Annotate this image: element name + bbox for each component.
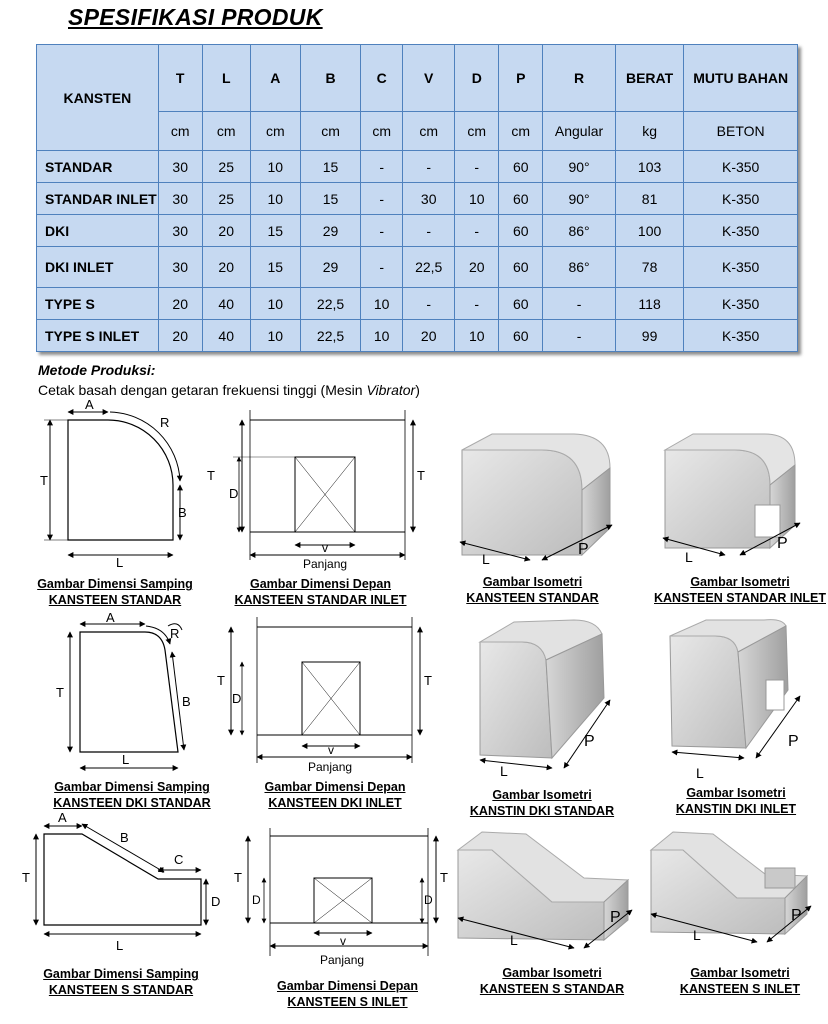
label-T: T	[22, 870, 30, 885]
header-cell: B	[300, 45, 360, 112]
iso-s-standar	[452, 830, 637, 960]
table-cell: 103	[615, 151, 684, 183]
label-L: L	[696, 765, 704, 781]
unit-cell: Angular	[543, 112, 616, 151]
unit-cell: cm	[455, 112, 499, 151]
label-B: B	[178, 505, 187, 520]
header-cell: R	[543, 45, 616, 112]
table-cell: -	[361, 247, 403, 288]
table-cell: K-350	[684, 151, 798, 183]
label-L: L	[122, 752, 130, 767]
header-cell: P	[499, 45, 543, 112]
table-cell: 90°	[543, 151, 616, 183]
table-cell: K-350	[684, 320, 798, 352]
table-cell: 22,5	[300, 320, 360, 352]
caption-line2: KANSTIN DKI STANDAR	[469, 804, 615, 818]
method-text-main: Cetak basah dengan getaran frekuensi tinggi (Mesin	[38, 382, 367, 398]
table-cell: 40	[202, 288, 250, 320]
caption-line2: KANSTEEN DKI STANDAR	[53, 796, 211, 810]
unit-cell: cm	[499, 112, 543, 151]
iso-dki-inlet	[660, 620, 825, 780]
table-cell: 60	[499, 288, 543, 320]
table-cell: K-350	[684, 288, 798, 320]
table-row	[37, 288, 798, 320]
iso-standar	[452, 430, 627, 570]
table-cell: 10	[361, 288, 403, 320]
unit-cell: cm	[361, 112, 403, 151]
label-P: P	[584, 733, 595, 750]
caption-4	[640, 574, 828, 606]
unit-cell: kg	[615, 112, 684, 151]
label-D: D	[252, 893, 261, 907]
table-cell: 30	[158, 215, 202, 247]
caption-line1: Gambar Dimensi Samping	[37, 577, 193, 591]
side-diagram-s	[16, 812, 226, 957]
label-L: L	[510, 932, 518, 948]
header-cell: D	[455, 45, 499, 112]
table-cell: 60	[499, 247, 543, 288]
caption-line1: Gambar Dimensi Samping	[43, 967, 199, 981]
table-cell: 20	[403, 320, 455, 352]
table-cell: 10	[455, 183, 499, 215]
label-A: A	[58, 810, 67, 825]
table-cell: 60	[499, 320, 543, 352]
label-T: T	[217, 673, 225, 688]
caption-1	[20, 576, 210, 608]
caption-2	[218, 576, 423, 608]
label-T-right: T	[417, 468, 425, 483]
label-T: T	[207, 468, 215, 483]
label-R: R	[160, 415, 170, 430]
table-cell: 10	[250, 151, 300, 183]
caption-line1: Gambar Dimensi Depan	[264, 780, 406, 794]
table-cell: 99	[615, 320, 684, 352]
table-cell: -	[361, 215, 403, 247]
row-label: STANDAR INLET	[37, 183, 159, 215]
label-T-right: T	[424, 673, 432, 688]
table-cell: -	[403, 151, 455, 183]
table-cell: 78	[615, 247, 684, 288]
unit-cell: cm	[300, 112, 360, 151]
label-L: L	[685, 549, 693, 565]
label-B: B	[182, 694, 191, 709]
label-B: B	[120, 830, 129, 845]
caption-line2: KANSTEEN STANDAR INLET	[654, 591, 826, 605]
label-panjang: Panjang	[320, 953, 365, 967]
row-label: DKI	[37, 215, 159, 247]
label-P: P	[788, 733, 799, 750]
label-L: L	[116, 555, 124, 570]
table-cell: 60	[499, 183, 543, 215]
caption-line2: KANSTEEN S INLET	[679, 982, 801, 996]
caption-line1: Gambar Isometri	[492, 788, 592, 802]
caption-8	[650, 785, 822, 817]
label-T: T	[234, 870, 242, 885]
table-cell: 10	[250, 288, 300, 320]
table-cell: -	[403, 215, 455, 247]
header-cell: T	[158, 45, 202, 112]
label-P: P	[777, 535, 788, 552]
method-text-italic: Vibrator	[366, 382, 416, 398]
label-T: T	[40, 473, 48, 488]
table-cell: 90°	[543, 183, 616, 215]
table-cell: 20	[158, 288, 202, 320]
label-P: P	[578, 541, 589, 558]
table-cell: 22,5	[300, 288, 360, 320]
table-cell: 22,5	[403, 247, 455, 288]
row-label: DKI INLET	[37, 247, 159, 288]
table-cell: 81	[615, 183, 684, 215]
label-P: P	[791, 907, 802, 924]
header-cell: V	[403, 45, 455, 112]
header-cell: BERAT	[615, 45, 684, 112]
table-cell: 20	[158, 320, 202, 352]
header-kansten: KANSTEN	[37, 45, 159, 151]
header-cell: C	[361, 45, 403, 112]
label-C: C	[174, 852, 184, 867]
table-row	[37, 215, 798, 247]
row-label: TYPE S INLET	[37, 320, 159, 352]
table-cell: 29	[300, 215, 360, 247]
table-cell: 20	[202, 247, 250, 288]
caption-line1: Gambar Isometri	[502, 966, 602, 980]
header-cell: L	[202, 45, 250, 112]
table-cell: K-350	[684, 183, 798, 215]
caption-11	[462, 965, 642, 997]
table-cell: -	[361, 183, 403, 215]
table-cell: -	[543, 288, 616, 320]
caption-line2: KANSTEEN STANDAR	[466, 591, 599, 605]
label-R: R	[170, 626, 180, 641]
label-P: P	[610, 909, 621, 926]
label-T-right: T	[440, 870, 448, 885]
table-row	[37, 320, 798, 352]
caption-line1: Gambar Dimensi Depan	[249, 577, 391, 591]
unit-cell: cm	[158, 112, 202, 151]
iso-dki-standar	[462, 620, 622, 780]
label-A: A	[106, 610, 115, 625]
table-cell: 40	[202, 320, 250, 352]
label-v: v	[328, 743, 334, 757]
table-cell: 15	[250, 247, 300, 288]
table-cell: K-350	[684, 215, 798, 247]
table-cell: 10	[455, 320, 499, 352]
label-A: A	[85, 397, 94, 412]
caption-line1: Gambar Isometri	[690, 575, 790, 589]
table-cell: 118	[615, 288, 684, 320]
caption-line1: Gambar Isometri	[686, 786, 786, 800]
table-cell: 60	[499, 151, 543, 183]
side-diagram-dki	[50, 612, 210, 777]
header-cell: A	[250, 45, 300, 112]
label-T: T	[56, 685, 64, 700]
table-cell: 100	[615, 215, 684, 247]
caption-line2: KANSTEEN S STANDAR	[479, 982, 625, 996]
method-title: Metode Produksi:	[38, 362, 156, 378]
table-cell: -	[403, 288, 455, 320]
caption-5	[38, 779, 226, 811]
caption-6	[240, 779, 430, 811]
table-cell: 30	[403, 183, 455, 215]
caption-line1: Gambar Isometri	[482, 575, 583, 589]
row-label: STANDAR	[37, 151, 159, 183]
table-cell: 15	[300, 183, 360, 215]
table-row	[37, 183, 798, 215]
table-cell: 10	[361, 320, 403, 352]
table-row	[37, 151, 798, 183]
table-cell: 15	[250, 215, 300, 247]
caption-3	[440, 574, 625, 606]
row-label: TYPE S	[37, 288, 159, 320]
page-title: SPESIFIKASI PRODUK	[68, 4, 323, 30]
table-cell: -	[455, 288, 499, 320]
table-cell: 25	[202, 151, 250, 183]
table-cell: 20	[202, 215, 250, 247]
label-D: D	[211, 894, 221, 909]
table-cell: 60	[499, 215, 543, 247]
table-cell: -	[361, 151, 403, 183]
side-diagram-standar	[30, 397, 200, 575]
unit-cell: BETON	[684, 112, 798, 151]
table-cell: 25	[202, 183, 250, 215]
label-L: L	[693, 927, 701, 943]
caption-12	[665, 965, 815, 997]
table-row	[37, 247, 798, 288]
unit-cell: cm	[250, 112, 300, 151]
table-cell: 15	[300, 151, 360, 183]
caption-line2: KANSTIN DKI INLET	[675, 802, 797, 816]
table-cell: -	[455, 215, 499, 247]
table-cell: 30	[158, 247, 202, 288]
caption-line2: KANSTEEN S STANDAR	[48, 983, 194, 997]
caption-line2: KANSTEEN STANDAR INLET	[234, 593, 407, 607]
table-cell: 86°	[543, 215, 616, 247]
unit-cell: cm	[202, 112, 250, 151]
label-panjang: Panjang	[303, 557, 348, 571]
label-panjang: Panjang	[308, 760, 353, 774]
caption-line2: KANSTEEN DKI INLET	[268, 796, 402, 810]
table-cell: 29	[300, 247, 360, 288]
iso-s-inlet	[645, 830, 825, 960]
caption-line1: Gambar Isometri	[690, 966, 790, 980]
spec-table	[36, 44, 798, 352]
method-text-end: )	[415, 382, 420, 398]
table-cell: 30	[158, 183, 202, 215]
front-diagram-standar-inlet	[205, 410, 435, 575]
method-text	[38, 382, 420, 398]
header-row	[37, 45, 798, 112]
front-diagram-s-inlet	[228, 828, 458, 973]
label-D-right: D	[424, 893, 433, 907]
table-cell: -	[543, 320, 616, 352]
caption-7	[452, 787, 632, 819]
table-cell: -	[455, 151, 499, 183]
label-v: v	[340, 934, 346, 948]
caption-line1: Gambar Dimensi Depan	[276, 979, 418, 993]
caption-10	[255, 978, 440, 1010]
caption-line1: Gambar Dimensi Samping	[54, 780, 210, 794]
label-L: L	[500, 763, 508, 779]
table-cell: K-350	[684, 247, 798, 288]
caption-line2: KANSTEEN S INLET	[287, 995, 408, 1009]
label-L: L	[116, 938, 124, 953]
label-D: D	[229, 486, 239, 501]
caption-line2: KANSTEEN STANDAR	[48, 593, 182, 607]
table-cell: 10	[250, 183, 300, 215]
header-cell: MUTU BAHAN	[684, 45, 798, 112]
label-D: D	[232, 691, 242, 706]
iso-standar-inlet	[655, 430, 828, 570]
table-cell: 30	[158, 151, 202, 183]
caption-9	[22, 966, 220, 998]
label-v: v	[322, 541, 328, 555]
front-diagram-dki-inlet	[212, 615, 442, 775]
table-cell: 10	[250, 320, 300, 352]
table-cell: 86°	[543, 247, 616, 288]
label-L: L	[482, 551, 490, 567]
unit-cell: cm	[403, 112, 455, 151]
table-cell: 20	[455, 247, 499, 288]
